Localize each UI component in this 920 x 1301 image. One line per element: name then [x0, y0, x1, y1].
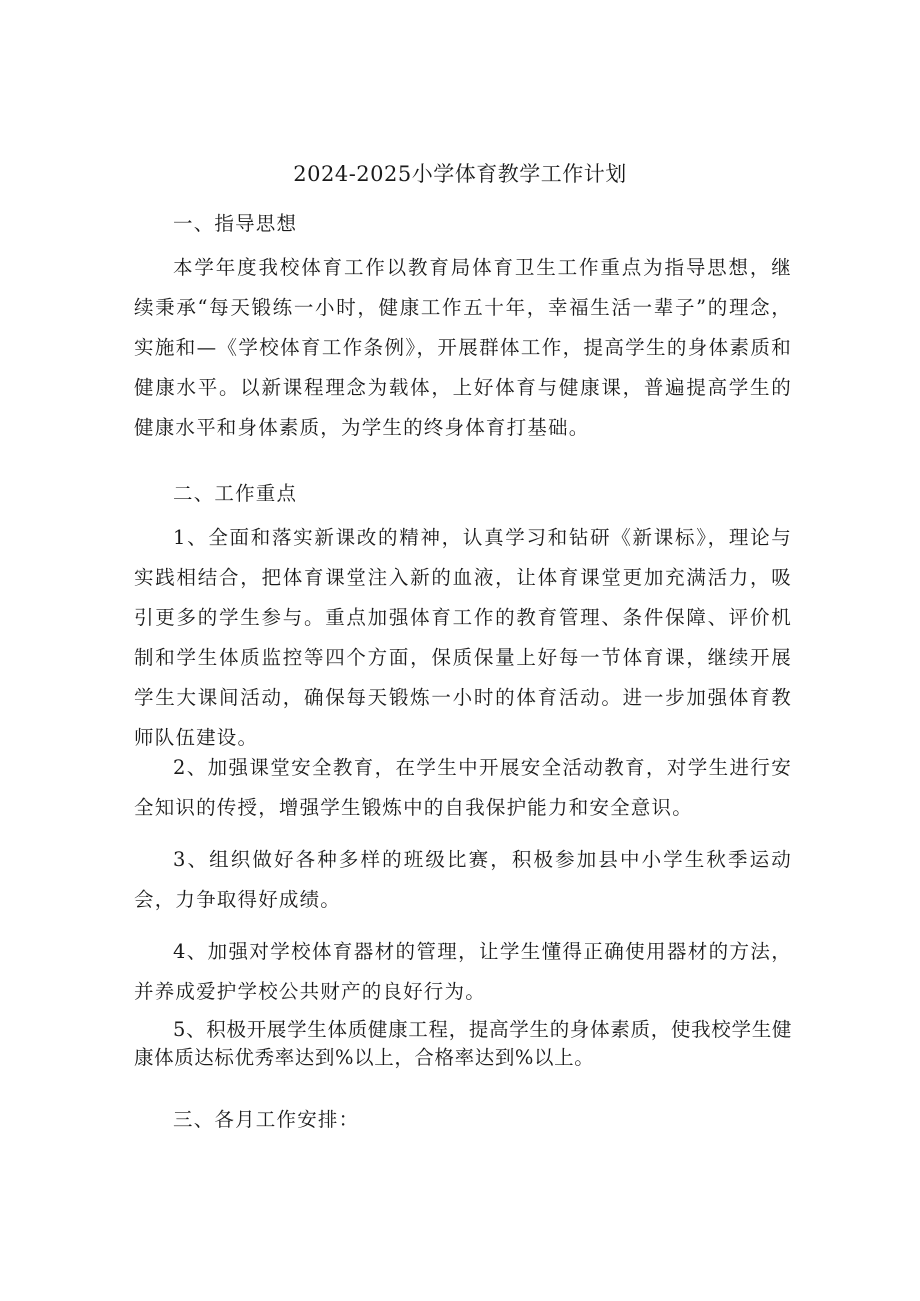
document-title: 2024-2025小学体育教学工作计划: [293, 162, 627, 186]
work-focus-item-5: 5、积极开展学生体质健康工程，提高学生的身体素质，使我校学生健康体质达标优秀率达到%以上，合格率达到%以上。: [134, 1018, 792, 1069]
section-heading-monthly-schedule: 三、各月工作安排：: [173, 1108, 360, 1131]
work-focus-item-3: 3、组织做好各种多样的班级比赛，积极参加县中小学生秋季运动会，力争取得好成绩。: [134, 848, 792, 911]
section-heading-work-focus: 二、工作重点: [173, 482, 298, 505]
work-focus-item-4: 4、加强对学校体育器材的管理，让学生懂得正确使用器材的方法，并养成爱护学校公共财产的良好行为。: [134, 940, 792, 1003]
paragraph-guiding-ideology: 本学年度我校体育工作以教育局体育卫生工作重点为指导思想，继续秉承“每天锻练一小时，健康工作五十年，幸福生活一辈子”的理念，实施和—《学校体育工作条例》，开展群体工作，提高学生的身体素质和健康水平。以新课程理念为载体，上好体育与健康课，普遍提高学生的健康水平和身体素质，为学生的终身体育打基础。: [134, 256, 792, 439]
work-focus-item-1: 1、全面和落实新课改的精神，认真学习和钻研《新课标》，理论与实践相结合，把体育课堂注入新的血液，让体育课堂更加充满活力，吸引更多的学生参与。重点加强体育工作的教育管理、条件保障、评价机制和学生体质监控等四个方面，保质保量上好每一节体育课，继续开展学生大课间活动，确保每天锻炼一小时的体育活动。进一步加强体育教师队伍建设。: [134, 526, 792, 749]
work-focus-item-2: 2、加强课堂安全教育，在学生中开展安全活动教育，对学生进行安全知识的传授，增强学生锻炼中的自我保护能力和安全意识。: [134, 756, 792, 819]
section-heading-guiding-ideology: 一、指导思想: [173, 212, 298, 235]
